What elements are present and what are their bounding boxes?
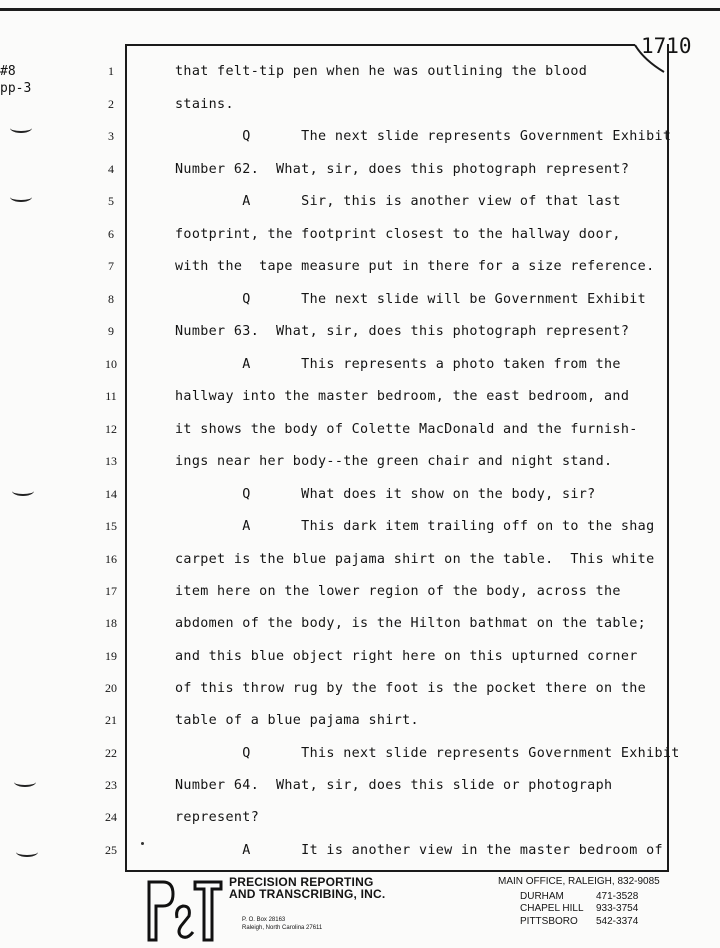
transcript-line: Number 64. What, sir, does this slide or photograph bbox=[175, 778, 613, 793]
branch-city: PITTSBORO bbox=[520, 915, 578, 927]
margin-tick-mark bbox=[14, 777, 36, 787]
transcript-line: A Sir, this is another view of that last bbox=[175, 194, 621, 209]
line-number: 18 bbox=[105, 616, 117, 630]
transcript-line: represent? bbox=[175, 810, 260, 825]
branch-phones bbox=[498, 891, 660, 929]
margin-note-tape: #8 bbox=[0, 64, 16, 79]
phone-row bbox=[498, 903, 660, 916]
margin-tick-mark bbox=[12, 486, 34, 496]
transcript-line: it shows the body of Colette MacDonald and the furnish- bbox=[175, 422, 638, 437]
branch-number: 542-3374 bbox=[596, 915, 639, 927]
transcript-line: A This dark item trailing off on to the shag bbox=[175, 519, 655, 534]
transcript-line: Q The next slide will be Government Exhibit bbox=[175, 292, 647, 307]
company-name bbox=[229, 876, 385, 900]
transcript-line: stains. bbox=[175, 97, 234, 112]
margin-tick-mark bbox=[10, 192, 32, 202]
line-number: 24 bbox=[105, 810, 117, 824]
transcript-line: footprint, the footprint closest to the hallway door, bbox=[175, 227, 621, 242]
branch-city: CHAPEL HILL bbox=[520, 903, 584, 914]
transcript-line: table of a blue pajama shirt. bbox=[175, 713, 419, 728]
transcript-line: Q This next slide represents Government Exhibit bbox=[175, 746, 680, 761]
transcript-line: Q The next slide represents Government Exhibit bbox=[175, 129, 672, 144]
line-number: 1 bbox=[108, 64, 114, 78]
line-number: 12 bbox=[105, 422, 117, 436]
transcript-line: item here on the lower region of the body, across the bbox=[175, 584, 621, 599]
margin-note-page: pp-3 bbox=[0, 81, 32, 96]
transcript-line: and this blue object right here on this upturned corner bbox=[175, 649, 638, 664]
branch-number: 471-3528 bbox=[596, 890, 639, 902]
branch-city: DURHAM bbox=[520, 890, 564, 902]
transcript-line: that felt-tip pen when he was outlining the blood bbox=[175, 64, 588, 79]
line-number: 2 bbox=[108, 97, 114, 111]
line-number: 13 bbox=[105, 454, 117, 468]
company-address bbox=[242, 916, 322, 932]
address-line1: P. O. Box 28163 bbox=[242, 917, 286, 923]
line-number: 23 bbox=[105, 778, 117, 792]
line-number: 20 bbox=[105, 681, 117, 695]
company-name-line1: PRECISION REPORTING bbox=[229, 875, 374, 889]
margin-tick-mark bbox=[10, 123, 32, 133]
line-number: 3 bbox=[108, 129, 114, 143]
line-number: 4 bbox=[108, 162, 114, 176]
transcript-line: A This represents a photo taken from the bbox=[175, 357, 621, 372]
company-name-line2: AND TRANSCRIBING, INC. bbox=[229, 887, 386, 901]
phone-row bbox=[498, 916, 660, 929]
company-logo bbox=[145, 878, 225, 942]
transcript-line: Number 63. What, sir, does this photograph represent? bbox=[175, 324, 630, 339]
line-number: 21 bbox=[105, 713, 117, 727]
office-contacts bbox=[498, 876, 660, 928]
line-number: 16 bbox=[105, 552, 117, 566]
line-number: 8 bbox=[108, 292, 114, 306]
transcript-line: abdomen of the body, is the Hilton bathmat on the table; bbox=[175, 616, 647, 631]
top-rule bbox=[0, 8, 720, 11]
line-number: 10 bbox=[105, 357, 117, 371]
branch-number: 933-3754 bbox=[596, 903, 639, 914]
transcript-line: hallway into the master bedroom, the east bedroom, and bbox=[175, 389, 630, 404]
line-number: 9 bbox=[108, 324, 114, 338]
transcript-line: with the tape measure put in there for a size reference. bbox=[175, 259, 655, 274]
line-number: 14 bbox=[105, 487, 117, 501]
address-line2: Raleigh, North Carolina 27611 bbox=[242, 925, 323, 931]
line-number: 5 bbox=[108, 194, 114, 208]
reporter-footer bbox=[0, 872, 720, 948]
margin-tick-mark bbox=[16, 847, 38, 857]
transcript-line: ings near her body--the green chair and night stand. bbox=[175, 454, 613, 469]
line-number: 17 bbox=[105, 584, 117, 598]
line-number: 7 bbox=[108, 259, 114, 273]
transcript-line: of this throw rug by the foot is the pocket there on the bbox=[175, 681, 647, 696]
transcript-line: A It is another view in the master bedroom of bbox=[175, 843, 663, 858]
line-number: 19 bbox=[105, 649, 117, 663]
transcript-line: Number 62. What, sir, does this photograph represent? bbox=[175, 162, 630, 177]
transcript-line: carpet is the blue pajama shirt on the table. This white bbox=[175, 552, 655, 567]
transcript-line: Q What does it show on the body, sir? bbox=[175, 487, 596, 502]
line-number: 25 bbox=[105, 843, 117, 857]
page-number: 1710 bbox=[641, 34, 692, 58]
line-number: 15 bbox=[105, 519, 117, 533]
line-number: 11 bbox=[105, 389, 117, 403]
stray-mark bbox=[141, 842, 144, 845]
phone-row bbox=[498, 891, 660, 904]
main-office: MAIN OFFICE, RALEIGH, 832-9085 bbox=[498, 876, 660, 887]
line-number: 22 bbox=[105, 746, 117, 760]
line-number: 6 bbox=[108, 227, 114, 241]
